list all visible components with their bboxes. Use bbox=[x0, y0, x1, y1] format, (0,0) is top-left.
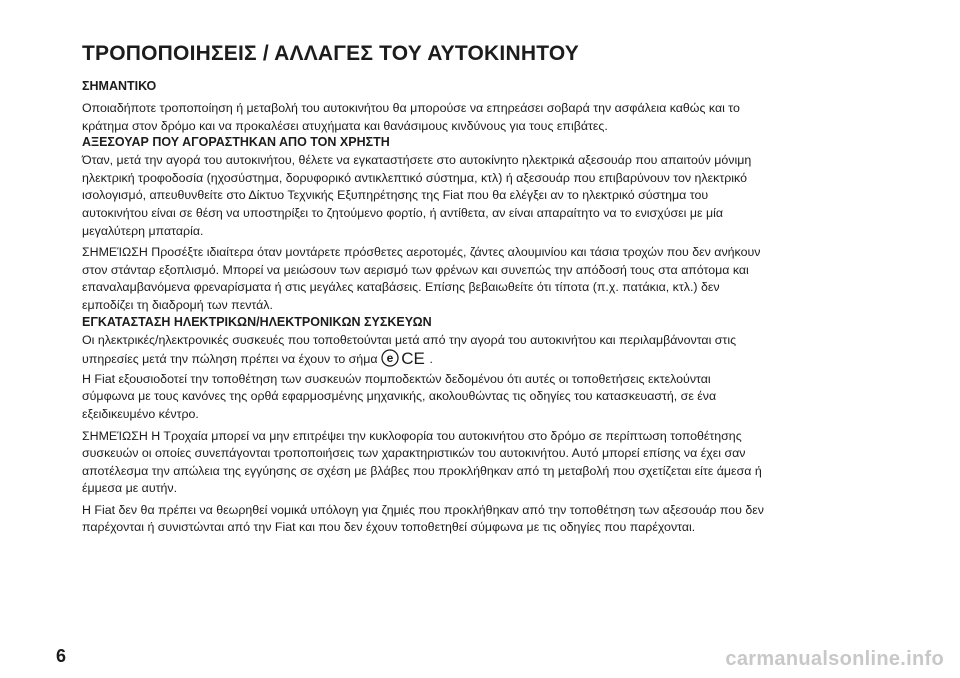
installation-note bbox=[82, 428, 887, 498]
text-line: αποτέλεσμα την απώλεια της εγγύησης σε σχέση με βλάβες που προκλήθηκαν από τη μεταβολή που σχετίζεται είτε άμεσα ή bbox=[82, 463, 762, 478]
text-line: ΣΗΜΕΊΩΣΗ Η Τροχαία μπορεί να μην επιτρέψει την κυκλοφορία του αυτοκινήτου στο δρόμο σε περίπτωση τοποθέτησης bbox=[82, 428, 742, 443]
page-number: 6 bbox=[56, 646, 67, 666]
text-line: εμποδίζει τη διαδρομή των πεντάλ. bbox=[82, 297, 273, 312]
text-line: αυτοκινήτου είναι σε θέση να υποστηρίξει το ζητούμενο φορτίο, ή αντίθετα, αν είναι απαραίτητο να το ενισχύσει με μία bbox=[82, 205, 724, 220]
important-paragraph bbox=[82, 100, 887, 135]
text-line: μεγαλύτερη μπαταρία. bbox=[82, 223, 204, 238]
installation-fiat-paragraph bbox=[82, 371, 887, 424]
text-line: ΣΗΜΕΊΩΣΗ Προσέξτε ιδιαίτερα όταν μοντάρετε πρόσθετες αεροτομές, ζάντες αλουμινίου και τάσια τροχών που δεν ανήκουν bbox=[82, 245, 761, 260]
text-line: εξειδικευμένο κέντρο. bbox=[82, 406, 199, 421]
e-mark-ce-mark-icon bbox=[381, 349, 427, 367]
installation-paragraph bbox=[82, 332, 887, 369]
page-title: ΤΡΟΠΟΠΟΙΗΣΕΙΣ / ΑΛΛΑΓΕΣ ΤΟΥ ΑΥΤΟΚΙΝΗΤΟΥ bbox=[82, 42, 579, 65]
text-line: ηλεκτρική τροφοδοσία (ηχοσύστημα, δορυφορικό αντικλεπτικό σύστημα, κτλ) ή αξεσουάρ που επιβαρύνουν τον ηλεκτρικό bbox=[82, 170, 747, 185]
section-heading-installation: ΕΓΚΑΤΑΣΤΑΣΗ ΗΛΕΚΤΡΙΚΩΝ/ΗΛΕΚΤΡΟΝΙΚΩΝ ΣΥΣΚΕΥΩΝ bbox=[82, 314, 432, 329]
text-line: ισολογισμό, απευθυνθείτε στο Δίκτυο Τεχνικής Εξυπηρέτησης της Fiat που θα ελέγξει αν το ηλεκτρικό σύστημα του bbox=[82, 188, 709, 203]
page-content bbox=[82, 79, 887, 537]
text-line: Η Fiat δεν θα πρέπει να θεωρηθεί νομικά υπόλογη για ζημιές που προκλήθηκαν από την τοποθέτηση των αξεσουάρ που δεν bbox=[82, 502, 764, 517]
text-line: σύμφωνα με τους κανόνες της ορθά εφαρμοσμένης μηχανικής, ακολουθώντας τις οδηγίες του κατασκευαστή, σε ένα bbox=[82, 389, 717, 404]
accessories-note bbox=[82, 244, 887, 314]
e-mark-letter: e bbox=[386, 351, 393, 366]
e-ce-marks bbox=[381, 349, 427, 367]
text-line: Οι ηλεκτρικές/ηλεκτρονικές συσκευές που τοποθετούνται μετά από την αγορά του αυτοκινήτου και περιλαμβάνονται στις bbox=[82, 332, 737, 347]
text-line-with-mark bbox=[82, 349, 887, 369]
installation-liability-paragraph bbox=[82, 502, 887, 537]
site-watermark: carmanualsonline.info bbox=[725, 648, 944, 670]
mark-suffix: . bbox=[429, 352, 433, 367]
text-line: συσκευών οι οποίες συνεπάγονται τροποποιήσεις των χαρακτηριστικών του αυτοκινήτου. Αυτό μπορεί επίσης να έχει σαν bbox=[82, 446, 746, 461]
ce-mark-letters: CE bbox=[400, 349, 425, 368]
text-line: στον στάνταρ εξοπλισμό. Μπορεί να μειώσουν των αερισμό των φρένων και συνεπώς την απόδοσή τους στα απότομα και bbox=[82, 262, 749, 277]
text-line: Όταν, μετά την αγορά του αυτοκινήτου, θέλετε να εγκαταστήσετε στο αυτοκίνητο ηλεκτρικά αξεσουάρ που απαιτούν μόνιμη bbox=[82, 153, 752, 168]
section-heading-accessories: ΑΞΕΣΟΥΑΡ ΠΟΥ ΑΓΟΡΑΣΤΗΚΑΝ ΑΠΟ ΤΟΝ ΧΡΗΣΤΗ bbox=[82, 135, 390, 150]
section-heading-important: ΣΗΜΑΝΤΙΚΟ bbox=[82, 79, 157, 93]
text-line: κράτημα στον δρόμο και να προκαλέσει ατυχήματα και θανάσιμους κινδύνους για τους επιβάτες. bbox=[82, 118, 608, 133]
text-line: Οποιαδήποτε τροποποίηση ή μεταβολή του αυτοκινήτου θα μπορούσε να επηρεάσει σοβαρά την ασφάλεια καθώς και το bbox=[82, 101, 740, 115]
text-line: Η Fiat εξουσιοδοτεί την τοποθέτηση των συσκευών πομποδεκτών δεδομένου ότι αυτές οι τοποθετήσεις εκτελούνται bbox=[82, 371, 711, 386]
accessories-paragraph bbox=[82, 152, 887, 240]
text-line: υπηρεσίες μετά την πώληση πρέπει να έχουν το σήμα bbox=[82, 352, 378, 367]
text-line: έμμεσα με αυτήν. bbox=[82, 481, 178, 496]
text-line: παρέχονται ή συνιστώνται από την Fiat και που δεν έχουν τοποθετηθεί σύμφωνα με τις οδηγίες που παρέχονται. bbox=[82, 520, 696, 535]
text-line: επαναλαμβανόμενα φρεναρίσματα ή στις μεγάλες καταβάσεις. Επίσης βεβαιωθείτε ότι τίποτα (π.χ. πατάκια, κτλ.) δεν bbox=[82, 280, 720, 295]
